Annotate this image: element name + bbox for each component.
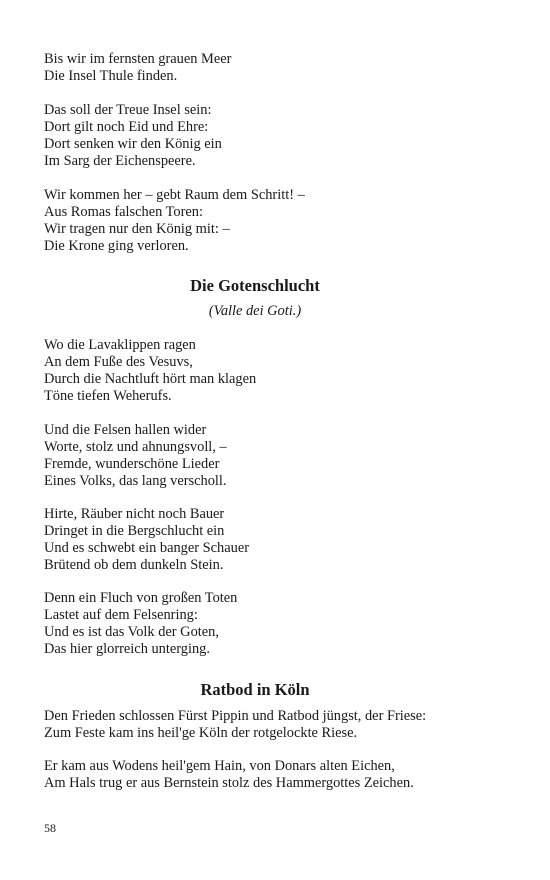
verse-line: Wo die Lavaklippen ragen [44, 337, 196, 353]
verse-line: Aus Romas falschen Toren: [44, 204, 203, 220]
verse-line: Und es schwebt ein banger Schauer [44, 540, 249, 556]
verse-line: Den Frieden schlossen Fürst Pippin und Ratbod jüngst, der Friese: [44, 708, 427, 724]
verse-line: Bis wir im fernsten grauen Meer [44, 51, 232, 67]
verse-line: Und die Felsen hallen wider [44, 422, 207, 438]
verse-line: Dort senken wir den König ein [44, 136, 222, 152]
verse-line: Fremde, wunderschöne Lieder [44, 456, 220, 472]
verse-line: Die Krone ging verloren. [44, 238, 189, 254]
verse-line: Das soll der Treue Insel sein: [44, 102, 212, 118]
verse-line: Wir kommen her – gebt Raum dem Schritt! – [44, 187, 305, 203]
verse-line: Am Hals trug er aus Bernstein stolz des Hammergottes Zeichen. [44, 775, 414, 791]
verse-line: Eines Volks, das lang verscholl. [44, 473, 227, 489]
verse-line: Im Sarg der Eichenspeere. [44, 153, 196, 169]
poem-subtitle: (Valle dei Goti.) [208, 303, 302, 319]
verse-line: Denn ein Fluch von großen Toten [44, 590, 238, 606]
verse-line: Durch die Nachtluft hört man klagen [44, 371, 257, 387]
verse-line: Dringet in die Bergschlucht ein [44, 523, 225, 539]
verse-line: Lastet auf dem Felsenring: [44, 607, 198, 623]
verse-line: Das hier glorreich unterging. [44, 641, 210, 657]
verse-line: Töne tiefen Weherufs. [44, 388, 172, 404]
verse-line: Worte, stolz und ahnungsvoll, – [44, 439, 227, 455]
verse-line: Die Insel Thule finden. [44, 68, 178, 84]
page-number: 58 [44, 821, 56, 835]
verse-line: Zum Feste kam ins heil'ge Köln der rotgelockte Riese. [44, 725, 358, 741]
verse-line: Dort gilt noch Eid und Ehre: [44, 119, 209, 135]
verse-line: Brütend ob dem dunkeln Stein. [44, 557, 224, 573]
verse-line: Er kam aus Wodens heil'gem Hain, von Donars alten Eichen, [44, 758, 395, 774]
verse-line: Wir tragen nur den König mit: – [44, 221, 230, 237]
verse-line: An dem Fuße des Vesuvs, [44, 354, 193, 370]
verse-line: Und es ist das Volk der Goten, [44, 624, 219, 640]
poem-title: Die Gotenschlucht [190, 276, 320, 295]
verse-line: Hirte, Räuber nicht noch Bauer [44, 506, 225, 522]
poem-title: Ratbod in Köln [200, 680, 310, 699]
